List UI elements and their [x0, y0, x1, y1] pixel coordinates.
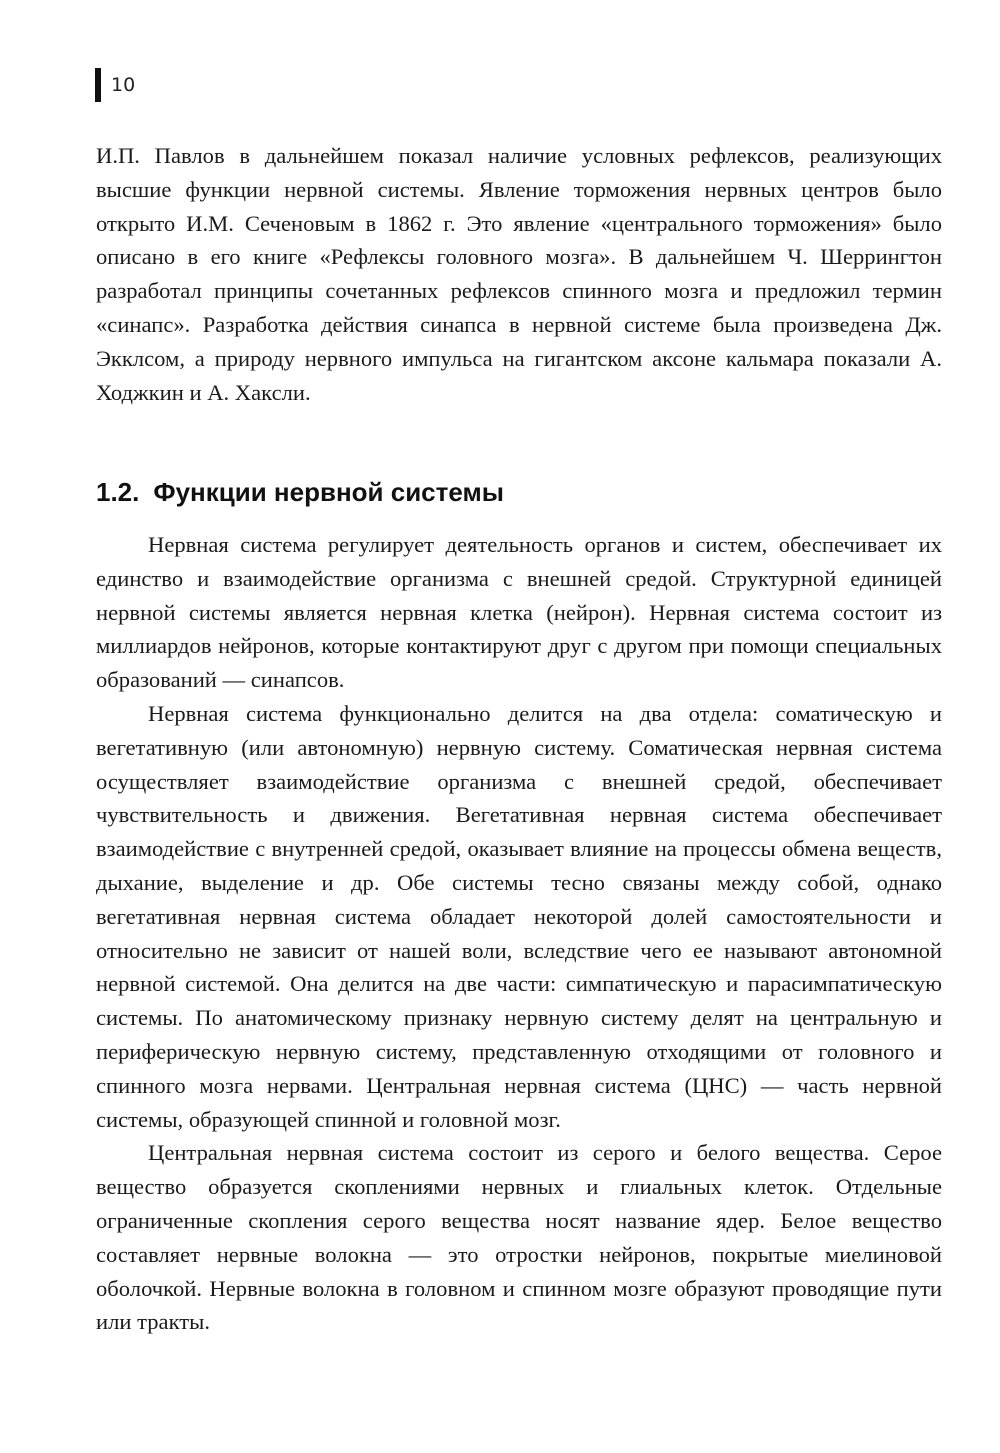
intro-text [96, 139, 942, 409]
page-number [95, 68, 135, 102]
paragraph: Нервная система регулирует деятельность органов и систем, обеспечивает их единство и взаимодействие организма с внешней средой. Структурной единицей нервной системы является нервная клетка (нейрон). Нервная система состоит из миллиардов нейронов, которые контактируют друг с другом при помощи специальных образований — синапсов. [96, 532, 942, 693]
page-number-text: 10 [111, 74, 136, 96]
page-marker-bar [95, 68, 101, 102]
paragraph: Центральная нервная система состоит из серого и белого вещества. Серое вещество образуется скоплениями нервных и глиальных клеток. Отдельные ограниченные скопления серого вещества носят название ядер. Белое вещество составляет нервные волокна — это отростки нейронов, покрытые миелиновой оболочкой. Нервные волокна в головном и спинном мозге образуют проводящие пути или тракты. [96, 1140, 942, 1335]
section-heading [96, 474, 504, 510]
section-number: 1.2. [96, 477, 140, 507]
paragraph: Нервная система функционально делится на два отдела: соматическую и вегетативную (или автономную) нервную систему. Соматическая нервная система осуществляет взаимодействие организма с внешней средой, обеспечивает чувствительность и движения. Вегетативная нервная система обеспечивает взаимодействие с внутренней средой, оказывает влияние на процессы обмена веществ, дыхание, выделение и др. Обе системы тесно связаны между собой, однако вегетативная нервная система обладает некоторой долей самостоятельности и относительно не зависит от нашей воли, вследствие чего ее называют автономной нервной системой. Она делится на две части: симпатическую и парасимпатическую системы. По анатомическому признаку нервную систему делят на центральную и периферическую нервную систему, представленную отходящими от головного и спинного мозга нервами. Центральная нервная система (ЦНС) — часть нервной системы, образующей спинной и головной мозг. [96, 700, 942, 1132]
section-title: Функции нервной системы [153, 477, 504, 507]
intro-paragraph: И.П. Павлов в дальнейшем показал наличие условных рефлексов, реализующих высшие функции нервной системы. Явление торможения нервных центров было открыто И.М. Сеченовым в 1862 г. Это явление «центрального торможения» было описано в его книге «Рефлексы головного мозга». В дальнейшем Ч. Шеррингтон разработал принципы сочетанных рефлексов спинного мозга и предложил термин «синапс». Разработка действия синапса в нервной системе была произведена Дж. Экклсом, а природу нервного импульса на гигантском аксоне кальмара показали А. Ходжкин и А. Хаксли. [96, 143, 942, 405]
section-body [96, 528, 942, 1339]
